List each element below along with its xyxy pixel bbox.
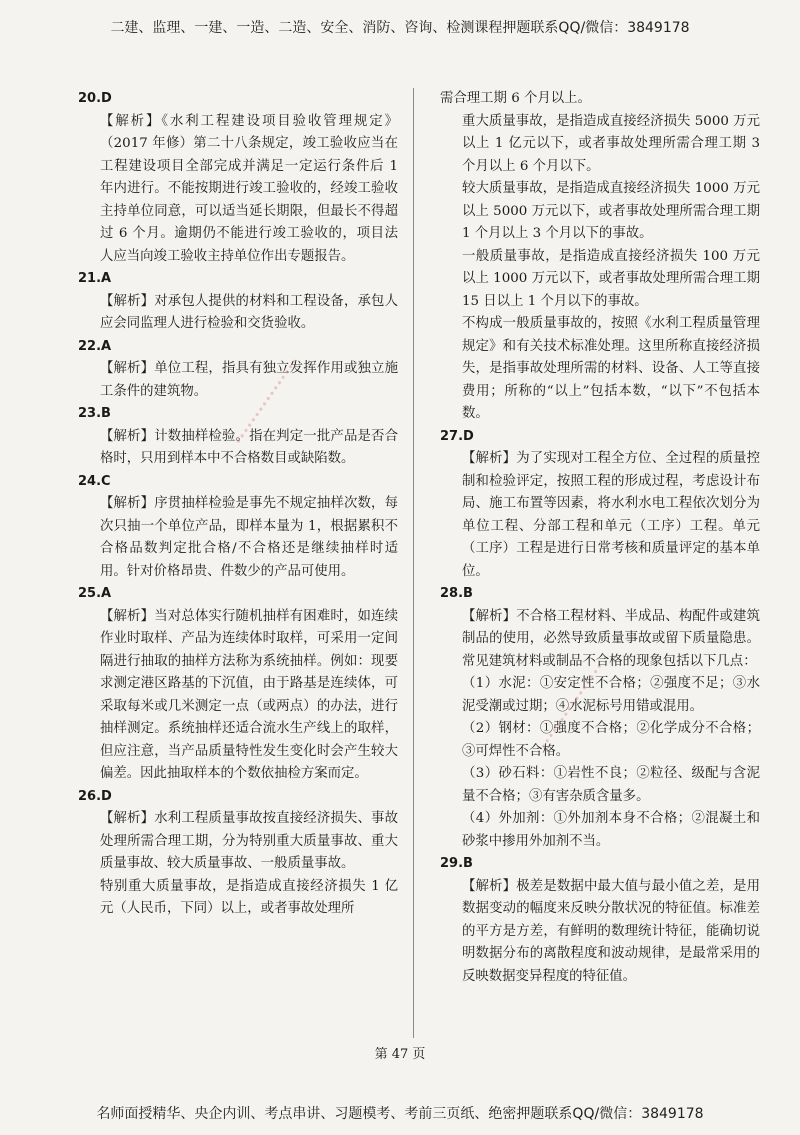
answer-paragraph: 【解析】对承包人提供的材料和工程设备，承包人应会同监理人进行检验和交货验收。 xyxy=(100,293,398,331)
question-number: 27.D xyxy=(440,428,474,444)
left-column xyxy=(78,88,398,921)
question-number: 25.A xyxy=(78,586,112,601)
question-number: 24.C xyxy=(78,473,111,489)
answer-paragraph: 【解析】序贯抽样检验是事先不规定抽样次数，每次只抽一个单位产品，即样本量为 1，根据累积不合格品数判定批合格/不合格还是继续抽样时适用。针对价格昂贵、件数少的产品可使用。 xyxy=(100,496,398,579)
answer-paragraph: 【解析】计数抽样检验。指在判定一批产品是否合格时，只用到样本中不合格数目或缺陷数。 xyxy=(100,428,398,466)
answer-paragraph: 不构成一般质量事故的，按照《水利工程质量管理规定》和有关技术标准处理。这里所称直接经济损失，是指事故处理所需的材料、设备、人工等直接费用；所称的“以上”包括本数，“以下”不包括本数。 xyxy=(462,316,760,421)
answer-paragraph: 一般质量事故，是指造成直接经济损失 100 万元以上 1000 万元以下，或者事故处理所需合理工期 15 日以上 1 个月以下的事故。 xyxy=(462,248,760,309)
question-number: 23.B xyxy=(78,406,111,421)
answer-paragraph: 【解析】极差是数据中最大值与最小值之差，是用数据变动的幅度来反映分散状况的特征值。标准差的平方是方差，有鲜明的数理统计特征，能确切说明数据分布的离散程度和波动规律，是最常采用的反映数据变异程度的特征值。 xyxy=(462,878,760,984)
question-number: 28.B xyxy=(440,586,473,601)
answer-paragraph: 重大质量事故，是指造成直接经济损失 5000 万元以上 1 亿元以下，或者事故处理所需合理工期 3 个月以上 6 个月以下。 xyxy=(462,113,760,174)
answer-paragraph: 【解析】为了实现对工程全方位、全过程的质量控制和检验评定，按照工程的形成过程，考虑设计布局、施工布置等因素，将水利水电工程依次划分为单位工程、分部工程和单元（工序）工程。单元（工序）工程是进行日常考核和质量评定的基本单位。 xyxy=(462,451,760,579)
answer-paragraph: 需合理工期 6 个月以上。 xyxy=(440,91,591,106)
header-banner: 二建、监理、一建、一造、二造、安全、消防、咨询、检测课程押题联系QQ/微信：3849178 xyxy=(110,20,690,36)
watermark-stamp: •••••••••••••••• xyxy=(231,355,303,448)
answer-paragraph: 【解析】单位工程，指具有独立发挥作用或独立施工条件的建筑物。 xyxy=(100,361,398,399)
footer-banner: 名师面授精华、央企内训、考点串讲、习题模考、考前三页纸、绝密押题联系QQ/微信：3849178 xyxy=(96,1106,704,1122)
answer-paragraph: （1）水泥：①安定性不合格；②强度不足；③水泥受潮或过期；④水泥标号用错或混用。 xyxy=(462,676,760,714)
question-number: 22.A xyxy=(78,338,112,354)
answer-paragraph: 【解析】当对总体实行随机抽样有困难时，如连续作业时取样、产品为连续体时取样，可采用一定间隔进行抽取的抽样方法称为系统抽样。例如：现要求测定港区路基的下沉值，由于路基是连续体，可采取每米或几米测定一点（或两点）的办法，进行抽样测定。系统抽样还适合流水生产线上的取样，但应注意，当产品质量特性发生变化时会产生较大偏差。因此抽取样本的个数依抽检方案而定。 xyxy=(100,608,398,781)
answer-paragraph: 特别重大质量事故，是指造成直接经济损失 1 亿元（人民币，下同）以上，或者事故处理所 xyxy=(100,878,398,916)
answer-paragraph: （3）砂石料：①岩性不良；②粒径、级配与含泥量不合格；③有害杂质含量多。 xyxy=(462,766,760,804)
column-divider xyxy=(413,88,414,1038)
answer-paragraph: 较大质量事故，是指造成直接经济损失 1000 万元以上 5000 万元以下，或者事故处理所需合理工期 1 个月以上 3 个月以下的事故。 xyxy=(462,181,760,241)
answer-paragraph: （2）钢材：①强度不合格；②化学成分不合格；③可焊性不合格。 xyxy=(462,721,760,759)
question-number: 20.D xyxy=(78,91,112,106)
page-number: 第 47 页 xyxy=(374,1047,426,1062)
answer-paragraph: 【解析】不合格工程材料、半成品、构配件或建筑制品的使用，必然导致质量事故或留下质量隐患。常见建筑材料或制品不合格的现象包括以下几点： xyxy=(462,608,760,669)
question-number: 26.D xyxy=(78,788,112,804)
answer-paragraph: （4）外加剂：①外加剂本身不合格；②混凝土和砂浆中掺用外加剂不当。 xyxy=(462,811,760,849)
answer-paragraph: 【解析】《水利工程建设项目验收管理规定》（2017 年修）第二十八条规定，竣工验收应当在工程建设项目全部完成并满足一定运行条件后 1 年内进行。不能按期进行竣工验收的，经竣工验收主持单位同意，可以适当延长期限，但最长不得超过 6 个月。逾期仍不能进行竣工验收的，项目法人应当向竣工验收主持单位作出专题报告。 xyxy=(100,113,398,264)
right-column xyxy=(440,88,760,988)
answer-paragraph: 【解析】水利工程质量事故按直接经济损失、事故处理所需合理工期，分为特别重大质量事故、重大质量事故、较大质量事故、一般质量事故。 xyxy=(100,811,398,871)
question-number: 21.A xyxy=(78,271,112,286)
watermark-stamp: •••••••••••••••• xyxy=(536,660,608,753)
question-number: 29.B xyxy=(440,856,473,871)
